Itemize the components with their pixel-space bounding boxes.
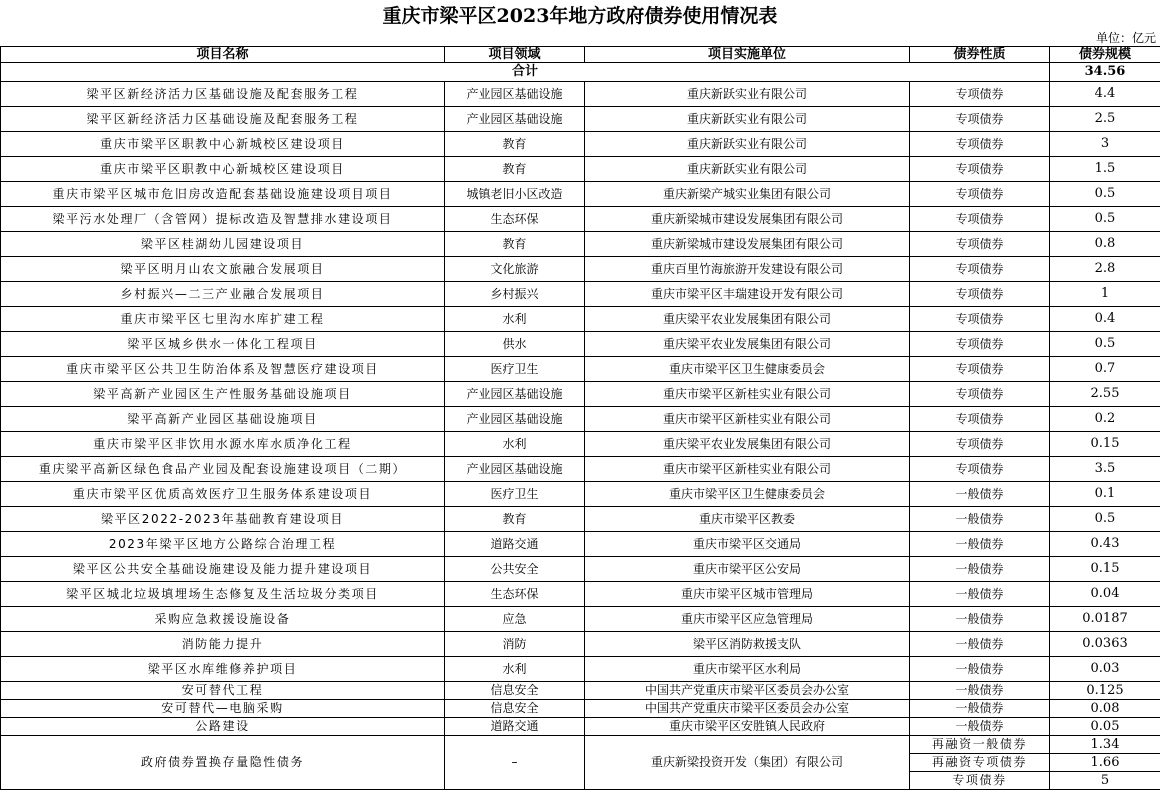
- scale-cell: 0.04: [1050, 582, 1160, 607]
- nature-cell: 再融资专项债券: [910, 754, 1050, 772]
- scale-cell: 0.08: [1050, 700, 1160, 718]
- table-row: [1, 482, 1160, 507]
- table-row: [1, 382, 1160, 407]
- nature-cell: 专项债券: [910, 357, 1050, 382]
- project-name-cell: 梁平区城乡供水一体化工程项目: [1, 332, 445, 357]
- org-cell: 重庆新跃实业有限公司: [585, 82, 910, 107]
- field-cell: 生态环保: [445, 582, 585, 607]
- project-name-cell: 乡村振兴—二三产业融合发展项目: [1, 282, 445, 307]
- header-nature: 债券性质: [910, 47, 1050, 63]
- scale-cell: 2.55: [1050, 382, 1160, 407]
- field-cell: 生态环保: [445, 207, 585, 232]
- nature-cell: 专项债券: [910, 182, 1050, 207]
- org-cell: 重庆市梁平区新桂实业有限公司: [585, 382, 910, 407]
- field-cell: 产业园区基础设施: [445, 382, 585, 407]
- field-cell: 医疗卫生: [445, 357, 585, 382]
- table-row: [1, 157, 1160, 182]
- table-row: [1, 657, 1160, 682]
- project-name-cell: 重庆市梁平区公共卫生防治体系及智慧医疗建设项目: [1, 357, 445, 382]
- org-cell: 重庆市梁平区卫生健康委员会: [585, 482, 910, 507]
- project-name-cell: 重庆市梁平区七里沟水库扩建工程: [1, 307, 445, 332]
- nature-cell: 一般债券: [910, 582, 1050, 607]
- table-row: [1, 357, 1160, 382]
- org-cell: 重庆新梁城市建设发展集团有限公司: [585, 232, 910, 257]
- scale-cell: 0.5: [1050, 207, 1160, 232]
- org-cell: 重庆市梁平区应急管理局: [585, 607, 910, 632]
- scale-cell: 2.5: [1050, 107, 1160, 132]
- nature-cell: 一般债券: [910, 557, 1050, 582]
- project-name-cell: 安可替代工程: [1, 682, 445, 700]
- nature-cell: 一般债券: [910, 632, 1050, 657]
- table-row: [1, 736, 1160, 754]
- field-cell: 水利: [445, 432, 585, 457]
- header-scale: 债券规模: [1050, 47, 1160, 63]
- table-row: [1, 682, 1160, 700]
- field-cell: –: [445, 736, 585, 790]
- scale-cell: 5: [1050, 772, 1160, 790]
- field-cell: 水利: [445, 657, 585, 682]
- nature-cell: 专项债券: [910, 282, 1050, 307]
- nature-cell: 专项债券: [910, 132, 1050, 157]
- scale-cell: 3.5: [1050, 457, 1160, 482]
- field-cell: 教育: [445, 132, 585, 157]
- org-cell: 重庆新跃实业有限公司: [585, 157, 910, 182]
- org-cell: 重庆市梁平区新桂实业有限公司: [585, 407, 910, 432]
- field-cell: 水利: [445, 307, 585, 332]
- table-row: [1, 582, 1160, 607]
- nature-cell: 专项债券: [910, 332, 1050, 357]
- nature-cell: 专项债券: [910, 307, 1050, 332]
- nature-cell: 一般债券: [910, 700, 1050, 718]
- field-cell: 产业园区基础设施: [445, 107, 585, 132]
- org-cell: 重庆市梁平区丰瑞建设开发有限公司: [585, 282, 910, 307]
- org-cell: 重庆市梁平区城市管理局: [585, 582, 910, 607]
- project-name-cell: 安可替代—电脑采购: [1, 700, 445, 718]
- field-cell: 产业园区基础设施: [445, 407, 585, 432]
- scale-cell: 0.5: [1050, 332, 1160, 357]
- scale-cell: 0.4: [1050, 307, 1160, 332]
- scale-cell: 0.125: [1050, 682, 1160, 700]
- scale-cell: 1.5: [1050, 157, 1160, 182]
- field-cell: 乡村振兴: [445, 282, 585, 307]
- org-cell: 重庆市梁平区新桂实业有限公司: [585, 457, 910, 482]
- org-cell: 重庆市梁平区交通局: [585, 532, 910, 557]
- org-cell: 重庆新梁产城实业集团有限公司: [585, 182, 910, 207]
- table-row: [1, 82, 1160, 107]
- project-name-cell: 2023年梁平区地方公路综合治理工程: [1, 532, 445, 557]
- header-field: 项目领域: [445, 47, 585, 63]
- nature-cell: 专项债券: [910, 382, 1050, 407]
- nature-cell: 一般债券: [910, 532, 1050, 557]
- field-cell: 道路交通: [445, 532, 585, 557]
- scale-cell: 0.15: [1050, 432, 1160, 457]
- project-name-cell: 采购应急救援设施设备: [1, 607, 445, 632]
- project-name-cell: 梁平区桂湖幼儿园建设项目: [1, 232, 445, 257]
- scale-cell: 2.8: [1050, 257, 1160, 282]
- header-org: 项目实施单位: [585, 47, 910, 63]
- table-row: [1, 307, 1160, 332]
- project-name-cell: 梁平区2022-2023年基础教育建设项目: [1, 507, 445, 532]
- project-name-cell: 梁平区明月山农文旅融合发展项目: [1, 257, 445, 282]
- header-row: [1, 47, 1160, 63]
- org-cell: 重庆市梁平区卫生健康委员会: [585, 357, 910, 382]
- project-name-cell: 政府债券置换存量隐性债务: [1, 736, 445, 790]
- table-row: [1, 332, 1160, 357]
- total-value: 34.56: [1050, 63, 1160, 82]
- header-name: 项目名称: [1, 47, 445, 63]
- project-name-cell: 梁平区水库维修养护项目: [1, 657, 445, 682]
- nature-cell: 一般债券: [910, 682, 1050, 700]
- project-name-cell: 梁平区城北垃圾填埋场生态修复及生活垃圾分类项目: [1, 582, 445, 607]
- table-row: [1, 432, 1160, 457]
- table-row: [1, 457, 1160, 482]
- project-name-cell: 梁平区新经济活力区基础设施及配套服务工程: [1, 82, 445, 107]
- bond-usage-table: [0, 46, 1160, 790]
- nature-cell: 一般债券: [910, 607, 1050, 632]
- field-cell: 产业园区基础设施: [445, 82, 585, 107]
- scale-cell: 3: [1050, 132, 1160, 157]
- table-row: [1, 607, 1160, 632]
- field-cell: 教育: [445, 232, 585, 257]
- scale-cell: 0.2: [1050, 407, 1160, 432]
- field-cell: 教育: [445, 157, 585, 182]
- org-cell: 重庆新梁投资开发（集团）有限公司: [585, 736, 910, 790]
- field-cell: 信息安全: [445, 682, 585, 700]
- scale-cell: 0.5: [1050, 182, 1160, 207]
- nature-cell: 专项债券: [910, 82, 1050, 107]
- table-row: [1, 700, 1160, 718]
- table-row: [1, 718, 1160, 736]
- table-row: [1, 232, 1160, 257]
- table-row: [1, 407, 1160, 432]
- table-row: [1, 532, 1160, 557]
- field-cell: 产业园区基础设施: [445, 457, 585, 482]
- table-row: [1, 107, 1160, 132]
- scale-cell: 0.7: [1050, 357, 1160, 382]
- project-name-cell: 重庆市梁平区城市危旧房改造配套基础设施建设项目项目: [1, 182, 445, 207]
- scale-cell: 0.05: [1050, 718, 1160, 736]
- project-name-cell: 梁平高新产业园区生产性服务基础设施项目: [1, 382, 445, 407]
- table-row: [1, 132, 1160, 157]
- org-cell: 重庆新跃实业有限公司: [585, 132, 910, 157]
- field-cell: 医疗卫生: [445, 482, 585, 507]
- nature-cell: 专项债券: [910, 457, 1050, 482]
- field-cell: 文化旅游: [445, 257, 585, 282]
- field-cell: 城镇老旧小区改造: [445, 182, 585, 207]
- project-name-cell: 梁平高新产业园区基础设施项目: [1, 407, 445, 432]
- total-row: [1, 63, 1160, 82]
- org-cell: 重庆市梁平区水利局: [585, 657, 910, 682]
- table-row: [1, 507, 1160, 532]
- total-label: 合计: [1, 63, 1050, 82]
- project-name-cell: 重庆市梁平区非饮用水源水库水质净化工程: [1, 432, 445, 457]
- org-cell: 中国共产党重庆市梁平区委员会办公室: [585, 700, 910, 718]
- nature-cell: 专项债券: [910, 432, 1050, 457]
- field-cell: 道路交通: [445, 718, 585, 736]
- nature-cell: 专项债券: [910, 232, 1050, 257]
- nature-cell: 专项债券: [910, 207, 1050, 232]
- nature-cell: 一般债券: [910, 482, 1050, 507]
- scale-cell: 0.8: [1050, 232, 1160, 257]
- field-cell: 供水: [445, 332, 585, 357]
- nature-cell: 专项债券: [910, 257, 1050, 282]
- scale-cell: 0.0187: [1050, 607, 1160, 632]
- org-cell: 重庆新梁城市建设发展集团有限公司: [585, 207, 910, 232]
- table-row: [1, 632, 1160, 657]
- scale-cell: 0.15: [1050, 557, 1160, 582]
- scale-cell: 1.66: [1050, 754, 1160, 772]
- nature-cell: 专项债券: [910, 772, 1050, 790]
- nature-cell: 再融资一般债券: [910, 736, 1050, 754]
- nature-cell: 专项债券: [910, 407, 1050, 432]
- project-name-cell: 重庆市梁平区职教中心新城校区建设项目: [1, 157, 445, 182]
- page-title: 重庆市梁平区2023年地方政府债券使用情况表: [382, 5, 778, 27]
- nature-cell: 专项债券: [910, 107, 1050, 132]
- scale-cell: 1: [1050, 282, 1160, 307]
- project-name-cell: 重庆市梁平区职教中心新城校区建设项目: [1, 132, 445, 157]
- scale-cell: 0.43: [1050, 532, 1160, 557]
- project-name-cell: 消防能力提升: [1, 632, 445, 657]
- nature-cell: 一般债券: [910, 507, 1050, 532]
- org-cell: 梁平区消防救援支队: [585, 632, 910, 657]
- project-name-cell: 公路建设: [1, 718, 445, 736]
- field-cell: 教育: [445, 507, 585, 532]
- org-cell: 重庆市梁平区公安局: [585, 557, 910, 582]
- table-row: [1, 207, 1160, 232]
- table-row: [1, 257, 1160, 282]
- org-cell: 重庆新跃实业有限公司: [585, 107, 910, 132]
- table-row: [1, 557, 1160, 582]
- unit-label: 单位：亿元: [1095, 31, 1156, 45]
- project-name-cell: 重庆市梁平区优质高效医疗卫生服务体系建设项目: [1, 482, 445, 507]
- nature-cell: 专项债券: [910, 157, 1050, 182]
- table-row: [1, 282, 1160, 307]
- scale-cell: 1.34: [1050, 736, 1160, 754]
- org-cell: 重庆市梁平区教委: [585, 507, 910, 532]
- org-cell: 重庆百里竹海旅游开发建设有限公司: [585, 257, 910, 282]
- nature-cell: 一般债券: [910, 657, 1050, 682]
- org-cell: 重庆市梁平区安胜镇人民政府: [585, 718, 910, 736]
- nature-cell: 一般债券: [910, 718, 1050, 736]
- field-cell: 信息安全: [445, 700, 585, 718]
- org-cell: 中国共产党重庆市梁平区委员会办公室: [585, 682, 910, 700]
- org-cell: 重庆梁平农业发展集团有限公司: [585, 432, 910, 457]
- scale-cell: 0.5: [1050, 507, 1160, 532]
- field-cell: 应急: [445, 607, 585, 632]
- project-name-cell: 梁平区公共安全基础设施建设及能力提升建设项目: [1, 557, 445, 582]
- org-cell: 重庆梁平农业发展集团有限公司: [585, 332, 910, 357]
- scale-cell: 0.1: [1050, 482, 1160, 507]
- scale-cell: 0.0363: [1050, 632, 1160, 657]
- org-cell: 重庆梁平农业发展集团有限公司: [585, 307, 910, 332]
- scale-cell: 4.4: [1050, 82, 1160, 107]
- table-row: [1, 182, 1160, 207]
- field-cell: 消防: [445, 632, 585, 657]
- project-name-cell: 重庆梁平高新区绿色食品产业园及配套设施建设项目（二期）: [1, 457, 445, 482]
- project-name-cell: 梁平污水处理厂（含管网）提标改造及智慧排水建设项目: [1, 207, 445, 232]
- scale-cell: 0.03: [1050, 657, 1160, 682]
- field-cell: 公共安全: [445, 557, 585, 582]
- project-name-cell: 梁平区新经济活力区基础设施及配套服务工程: [1, 107, 445, 132]
